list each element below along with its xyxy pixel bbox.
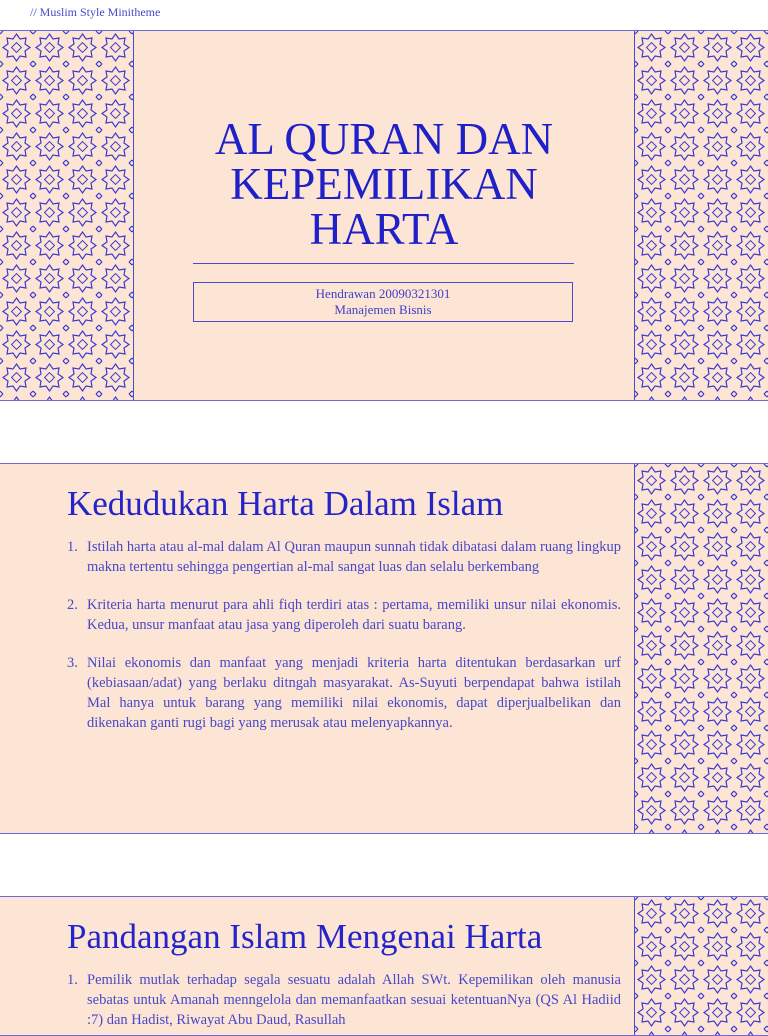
slide-title [134,114,634,254]
item-text: Kriteria harta menurut para ahli fiqh terdiri atas : pertama, memiliki unsur nilai ekonomis. Kedua, unsur manfaat atau jasa yang diperoleh dari suatu barang. [87,597,621,633]
ornament-pattern-right [634,464,768,833]
section-heading: Pandangan Islam Mengenai Harta [67,917,543,956]
item-number: 1. [67,539,78,555]
title-divider [193,263,574,264]
item-number: 3. [67,655,78,671]
section-heading: Kedudukan Harta Dalam Islam [67,484,504,523]
list-item [67,970,621,1030]
item-number: 2. [67,597,78,613]
title-line-3: HARTA [309,204,459,254]
title-slide [0,30,768,401]
item-number: 1. [67,972,78,988]
ornament-pattern-right [634,897,768,1035]
author-name: Hendrawan 20090321301 [315,286,451,301]
program-name: Manajemen Bisnis [334,302,432,317]
content-slide-pandangan [0,896,768,1036]
item-text: Pemilik mutlak terhadap segala sesuatu adalah Allah SWt. Kepemilikan oleh manusia sebatas untuk Amanah menngelola dan memanfaatkan sesuai ketentuanNya (QS Al Hadiid :7) dan Hadist, Riwayat Abu Daud, Rasullah [87,972,621,1028]
ornament-pattern-left [0,31,134,400]
item-text: Nilai ekonomis dan manfaat yang menjadi kriteria harta ditentukan berdasarkan urf (kebiasaan/adat) yang berlaku ditngah masyarakat. As-Suyuti berpendapat bahwa istilah Mal hanya untuk barang yang memiliki nilai ekonomis, dapat diperjualbelikan dan dikenakan ganti rugi bagi yang merusak atau melenyapkannya. [87,655,621,731]
ornament-pattern-right [634,31,768,400]
numbered-list [67,537,621,751]
author-box [193,282,573,322]
content-slide-kedudukan [0,463,768,834]
title-line-1: AL QURAN DAN [214,114,554,164]
list-item [67,537,621,577]
theme-label: // Muslim Style Minitheme [30,5,161,19]
item-text: Istilah harta atau al-mal dalam Al Quran maupun sunnah tidak dibatasi dalam ruang lingkup makna tertentu sehingga pengertian al-mal sangat luas dan selalu berkembang [87,539,621,575]
numbered-list [67,970,621,1036]
list-item [67,653,621,733]
list-item [67,595,621,635]
title-line-2: KEPEMILIKAN [230,159,538,209]
